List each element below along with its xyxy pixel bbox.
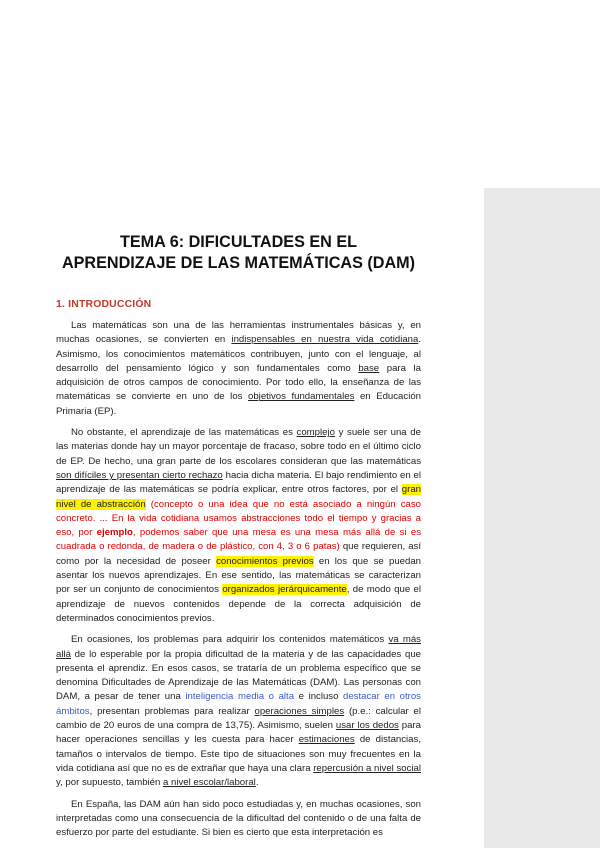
underlined-phrase: complejo xyxy=(296,427,335,439)
paragraph-1: Las matemáticas son una de las herramientas instrumentales básicas y, en muchas ocasiones, se convierten en indispensables en nuestra vida cotidiana. Asimismo, los conocimientos matemáticos contribuyen, junto con el lenguaje, al desarrollo del pensamiento lógico y son fundamentales como base para la adquisición de otros campos de conocimiento. Por todo ello, la enseñanza de las matemáticas se convierte en uno de los objetivos fundamentales en Educación Primaria (EP). xyxy=(56,320,421,417)
paragraph-4: En España, las DAM aún han sido poco estudiadas y, en muchas ocasiones, son interpretadas como una consecuencia de la dificultad del contenido o de una falta de esfuerzo por parte del estudiante. Si bien es cierto que esta interpretación es xyxy=(56,798,421,839)
underlined-phrase: objetivos fundamentales xyxy=(248,391,355,403)
title-line-1: TEMA 6: DIFICULTADES EN EL xyxy=(119,233,358,251)
red-note: , podemos saber que una mesa es una mesa más allá de si es cuadrada o redonda, de madera o de plástico, con 4, 3 o 6 patas) xyxy=(56,527,421,553)
underlined-phrase: estimaciones xyxy=(298,734,355,746)
document-page xyxy=(56,232,421,847)
blue-phrase: inteligencia media o alta xyxy=(185,691,295,703)
underlined-phrase: operaciones simples xyxy=(254,705,345,717)
paragraph-3: En ocasiones, los problemas para adquirir los contenidos matemáticos va más allá de lo esperable por la propia dificultad de la materia y de las capacidades que presenta el aprendiz. En esos casos, se trataría de un problema específico que se denomina Dificultades de Aprendizaje de las Matemáticas (DAM). Las personas con DAM, a pesar de tener una inteligencia media o alta e incluso destacar en otros ámbitos, presentan problemas para realizar operaciones simples (p.e.: calcular el cambio de 20 euros de una compra de 13,75). Asimismo, suelen usar los dedos para hacer operaciones sencillas y les cuesta para hacer estimaciones de distancias, tamaños o intervalos de tiempo. Este tipo de situaciones son muy frecuentes en la vida cotidiana así que no es de extrañar que haya una clara repercusión a nivel social y, por supuesto, también a nivel escolar/laboral. xyxy=(56,634,421,789)
comment-margin-panel xyxy=(484,188,600,848)
underlined-phrase: usar los dedos xyxy=(335,720,399,732)
underlined-phrase: indispensables en nuestra vida cotidiana xyxy=(231,334,419,346)
document-title xyxy=(56,232,421,274)
title-line-2: APRENDIZAJE DE LAS MATEMÁTICAS (DAM) xyxy=(61,254,416,272)
highlighted-phrase: conocimientos previos xyxy=(216,555,314,567)
red-note-bold: ejemplo xyxy=(96,527,133,539)
underlined-phrase: repercusión a nivel social xyxy=(313,762,421,774)
blue-phrase: destacar en otros ámbitos xyxy=(56,691,421,717)
highlighted-phrase: gran nivel de abstracción xyxy=(56,484,421,510)
red-note: (concepto o una idea que no está asociado a ningún caso concreto. ... En la vida cotidiana usamos abstracciones todo el tiempo y gracias a eso, por xyxy=(56,498,422,539)
section-heading: 1. INTRODUCCIÓN xyxy=(56,299,152,310)
underlined-phrase: va más allá xyxy=(56,634,421,660)
underlined-phrase: base xyxy=(358,362,380,374)
underlined-phrase: son difíciles y presentan cierto rechazo xyxy=(56,469,223,481)
paragraph-2: No obstante, el aprendizaje de las matemáticas es complejo y suele ser una de las materias donde hay un mayor porcentaje de fracaso, sobre todo en el último ciclo de EP. De hecho, una gran parte de los escolares consideran que las matemáticas son difíciles y presentan cierto rechazo hacia dicha materia. El bajo rendimiento en el aprendizaje de las matemáticas se podría explicar, entre otros factores, por el gran nivel de abstracción (concepto o una idea que no está asociado a ningún caso concreto. ... En la vida cotidiana usamos abstracciones todo el tiempo y gracias a eso, por ejemplo, podemos saber que una mesa es una mesa más allá de si es cuadrada o redonda, de madera o de plástico, con 4, 3 o 6 patas) que requieren, así como por la necesidad de poseer conocimientos previos en los que se puedan asentar los nuevos aprendizajes. En ese sentido, las matemáticas se caracterizan por ser un conjunto de conocimientos organizados jerárquicamente, de modo que el aprendizaje de nuevos contenidos depende de la correcta adquisición de determinados conocimientos previos. xyxy=(56,427,422,624)
highlighted-phrase: organizados jerárquicamente xyxy=(222,584,347,596)
underlined-phrase: a nivel escolar/laboral xyxy=(163,777,256,789)
